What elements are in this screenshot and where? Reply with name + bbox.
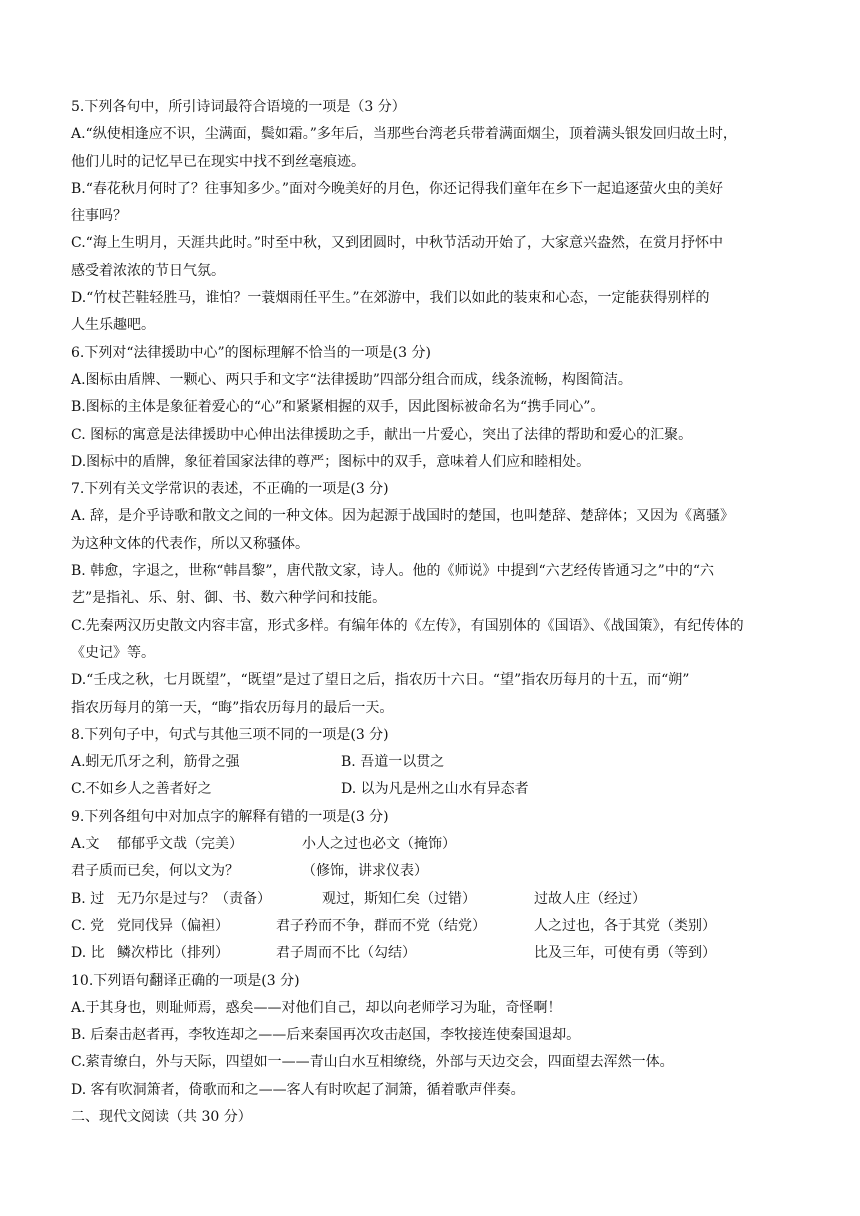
q5-option-c-line1: C.“海上生明月，天涯共此时。”时至中秋，又到团圆时，中秋节活动开始了，大家意兴盎然，在赏月抒怀中 [71, 235, 723, 252]
exam-page [71, 94, 801, 1131]
q9-b-phrase-3: 过故人庄（经过） [534, 890, 646, 907]
q9-d-phrase-2: 君子周而不比（勾结） [276, 945, 416, 962]
q9-d-phrase-3: 比及三年，可使有勇（等到） [534, 945, 716, 962]
q6-stem: 6.下列对“法律援助中心”的图标理解不恰当的一项是(3 分) [71, 344, 431, 361]
q9-stem: 9.下列各组句中对加点字的解释有错的一项是(3 分) [71, 808, 389, 825]
q7-stem: 7.下列有关文学常识的表述，不正确的一项是(3 分) [71, 481, 389, 498]
q10-stem: 10.下列语句翻译正确的一项是(3 分) [71, 972, 300, 989]
q7-option-c-line1: C.先秦两汉历史散文内容丰富，形式多样。有编年体的《左传》，有国别体的《国语》、《战国策》，有纪传体的 [71, 617, 744, 634]
q6-option-c: C. 图标的寓意是法律援助中心伸出法律援助之手，献出一片爱心，突出了法律的帮助和爱心的汇聚。 [71, 426, 693, 443]
q10-option-b: B. 后秦击赵者再，李牧连却之——后来秦国再次攻击赵国，李牧接连使秦国退却。 [71, 1027, 581, 1044]
q9-a-phrase-3-note: （修饰，讲求仪表） [302, 863, 428, 880]
q5-stem: 5.下列各句中，所引诗词最符合语境的一项是（3 分） [71, 99, 406, 115]
q9-b-label: B. 过 [71, 890, 105, 907]
q5-option-b-line2: 往事吗？ [71, 208, 127, 225]
q9-a-label: A.文 [71, 836, 100, 853]
q9-a-phrase-1: 郁郁乎文哉（完美） [117, 836, 243, 853]
q7-option-c-line2: 《史记》等。 [71, 644, 155, 661]
q9-b-phrase-2: 观过，斯知仁矣（过错） [322, 890, 476, 907]
q9-row-d [71, 940, 801, 967]
q6-option-a: A.图标由盾牌、一颗心、两只手和文字“法律援助”四部分组合而成，线条流畅，构图简洁。 [71, 371, 632, 388]
q8-row-cd [71, 776, 801, 803]
q9-c-phrase-3: 人之过也，各于其党（类别） [534, 917, 716, 934]
q9-row-a-cont [71, 858, 801, 885]
q6-option-b: B.图标的主体是象征着爱心的“心”和紧紧相握的双手，因此图标被命名为“携手同心”。 [71, 399, 605, 416]
q9-row-b [71, 886, 801, 913]
q5-option-a-line2: 他们儿时的记忆早已在现实中找不到丝毫痕迹。 [71, 153, 365, 170]
q8-row-ab [71, 749, 801, 776]
q7-option-a-line2: 为这种文体的代表作，所以又称骚体。 [71, 535, 309, 552]
q9-c-phrase-2: 君子矜而不争，群而不党（结党） [276, 917, 486, 934]
q5-option-d-line1: D.“竹杖芒鞋轻胜马，谁怕？一蓑烟雨任平生。”在郊游中，我们以如此的装束和心态，一定能获得别样的 [71, 290, 710, 307]
q9-d-label: D. 比 [71, 945, 105, 962]
q9-b-phrase-1: 无乃尔是过与？（责备） [117, 890, 271, 907]
q8-option-b: B. 吾道一以贯之 [341, 754, 445, 771]
q5-option-c-line2: 感受着浓浓的节日气氛。 [71, 262, 225, 279]
q10-option-c: C.萦青缭白，外与天际，四望如一——青山白水互相缭绕，外部与天边交会，四面望去浑然一体。 [71, 1054, 674, 1071]
q9-row-a [71, 831, 801, 858]
q9-row-c [71, 913, 801, 940]
q8-stem: 8.下列句子中，句式与其他三项不同的一项是(3 分) [71, 726, 389, 743]
q9-c-phrase-1: 党同伐异（偏袒） [117, 917, 229, 934]
q9-a-phrase-3: 君子质而已矣，何以文为？ [71, 863, 239, 880]
q10-option-d: D. 客有吹洞箫者，倚歌而和之——客人有时吹起了洞箫，循着歌声伴奏。 [71, 1081, 525, 1098]
q9-a-phrase-2: 小人之过也必文（掩饰） [302, 836, 456, 853]
q7-option-b-line2: 艺”是指礼、乐、射、御、书、数六种学问和技能。 [71, 590, 387, 607]
q6-option-d: D.图标中的盾牌，象征着国家法律的尊严；图标中的双手，意味着人们应和睦相处。 [71, 453, 591, 470]
q5-option-b-line1: B.“春花秋月何时了？往事知多少。”面对今晚美好的月色，你还记得我们童年在乡下一起追逐萤火虫的美好 [71, 180, 724, 197]
q7-option-d-line2: 指农历每月的第一天，“晦”指农历每月的最后一天。 [71, 699, 394, 716]
q8-option-d: D. 以为凡是州之山水有异态者 [341, 781, 529, 798]
q7-option-b-line1: B. 韩愈，字退之，世称“韩昌黎”，唐代散文家，诗人。他的《师说》中提到“六艺经传皆通习之”中的“六 [71, 563, 714, 580]
q9-d-phrase-1: 鳞次栉比（排列） [117, 945, 229, 962]
q8-option-a: A.蚓无爪牙之利，筋骨之强 [71, 754, 240, 771]
q5-option-a-line1: A.“纵使相逢应不识，尘满面，鬓如霜。”多年后，当那些台湾老兵带着满面烟尘，顶着满头银发回归故土时， [71, 126, 737, 143]
q7-option-a-line1: A. 辞，是介乎诗歌和散文之间的一种文体。因为起源于战国时的楚国，也叫楚辞、楚辞体；又因为《离骚》 [71, 508, 735, 525]
q10-option-a: A.于其身也，则耻师焉，惑矣——对他们自己，却以向老师学习为耻，奇怪啊！ [71, 999, 562, 1016]
q8-option-c: C.不如乡人之善者好之 [71, 781, 212, 798]
q5-option-d-line2: 人生乐趣吧。 [71, 317, 155, 334]
section-2-heading: 二、现代文阅读（共 30 分） [71, 1108, 252, 1125]
q7-option-d-line1: D.“壬戌之秋，七月既望”，“既望”是过了望日之后，指农历十六日。“望”指农历每月的十五，而“朔” [71, 672, 690, 689]
q9-c-label: C. 党 [71, 917, 105, 934]
